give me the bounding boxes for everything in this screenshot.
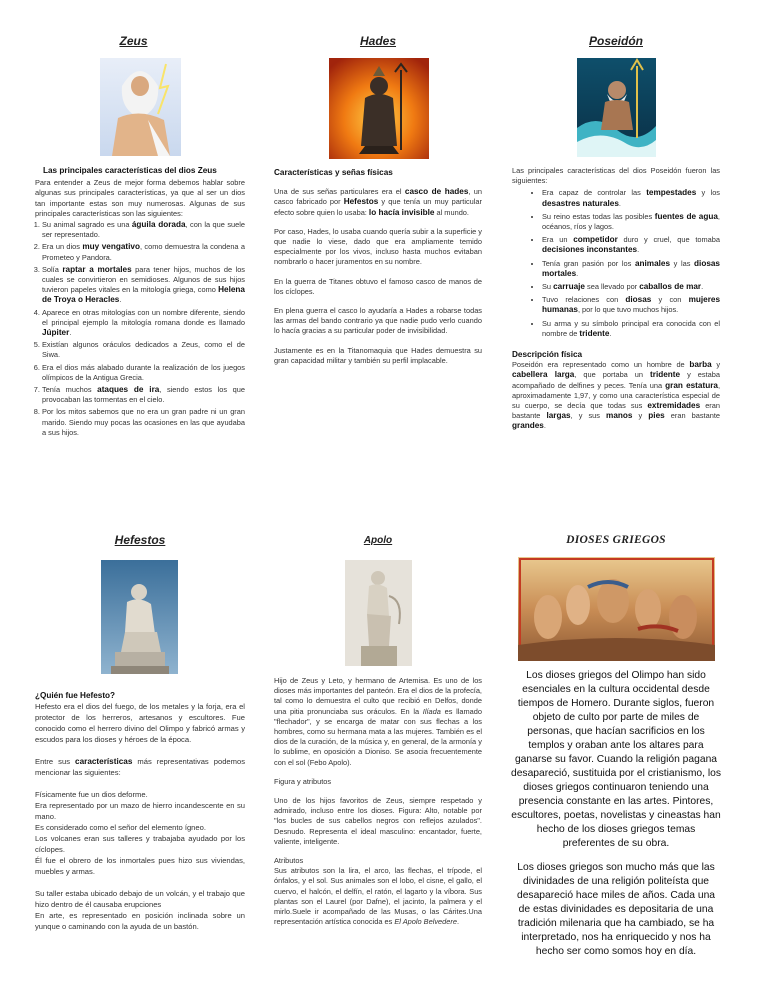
hades-title: Hades [359, 34, 397, 48]
hefestos-line: Él fue el obrero de los inmortales pues hizo sus viviendas, muebles y armas. [35, 856, 245, 876]
poseidon-list-item: • Su carruaje sea llevado por caballos de mar. [542, 282, 720, 292]
poseidon-list [512, 188, 720, 339]
apolo-body [274, 676, 482, 927]
dioses-p2: Los dioses griegos son mucho más que las divinidades de una religión politeísta que desapareció hace miles de años. Cada una de estas divinidades es depositaria de una tradición milenaria que ha cambiado, se ha interpretado, nos ha enriquecido y nos ha hecho ser como somos hoy en día. [516, 862, 716, 957]
hades-p5: Justamente es en la Titanomaquia que Hades demuestra su gran capacidad militar y también su perfil implacable. [274, 345, 482, 365]
zeus-section [22, 34, 245, 48]
hefestos-line: Los volcanes eran sus talleres y trabajaba ayudado por los cíclopes. [35, 834, 245, 854]
hefestos-heading: ¿Quién fue Hefesto? [35, 691, 116, 700]
hefestos-p2: Entre sus características más representativas podemos mencionar las siguientes: [35, 757, 245, 777]
zeus-list-item: 4. Aparece en otras mitologías con un nombre diferente, siendo el principal ejemplo la mitología romana donde es llamado Júpiter. [42, 308, 245, 339]
poseidon-list-item: • Su reino estas todas las posibles fuentes de agua, océanos, ríos y lagos. [542, 212, 720, 232]
hefestos-p1: Hefesto era el dios del fuego, de los metales y la forja, era el protector de los herreros, artesanos y escultores. Fue conocido como el herrero divino del Olimpo y fabricó armas y escudos para los dioses y héroes de la época. [35, 702, 245, 744]
poseidon-list-item: • Era capaz de controlar las tempestades y los desastres naturales. [542, 188, 720, 208]
poseidon-section [512, 34, 720, 48]
zeus-list-item: 5. Existían algunos oráculos dedicados a Zeus, como el de Siwa. [42, 340, 245, 360]
apolo-image [345, 560, 412, 666]
zeus-heading: Las principales características del dios Zeus [43, 166, 217, 175]
dioses-section [510, 534, 722, 546]
hades-heading: Características y señas físicas [274, 168, 393, 177]
zeus-list [22, 220, 245, 438]
hefestos-p4: En arte, es representado en posición inclinada sobre un yunque o caminando con la ayuda de un bastón. [35, 911, 245, 931]
apolo-p4: Atributos [274, 856, 304, 866]
poseidon-image [577, 58, 656, 157]
poseidon-desc: Poseidón era representado como un hombre de barba y cabellera larga, que portaba un tridente y estaba acompañado de delfines y peces. Tenía una gran estatura, aproximadamente 1,97, y como una característica especial de su cuerpo, se decía que todas sus extremidades eran bastante largas, y sus manos y pies eran bastante grandes. [512, 360, 721, 431]
poseidon-desc-heading: Descripción física [512, 350, 583, 360]
poseidon-intro: Las principales características del dios Poseidón fueron las siguientes: [512, 166, 720, 186]
poseidon-list-item: • Su arma y su símbolo principal era conocida con el nombre de tridente. [542, 319, 720, 339]
hades-body [274, 168, 482, 366]
zeus-list-item: 3. Solía raptar a mortales para tener hijos, muchos de los cuales se convirtieron en semidioses. Algunos de sus hijos tuvieron papeles vitales en la mitología griega, como Helena de Troya o Heracles. [42, 265, 245, 306]
hefestos-line: Es considerado como el señor del elemento ígneo. [35, 823, 206, 832]
zeus-list-item: 6. Era el dios más alabado durante la realización de los juegos olímpicos de la Antigua Grecia. [42, 363, 245, 383]
poseidon-list-item: • Tenía gran pasión por los animales y las diosas mortales. [542, 259, 720, 279]
hefestos-line: Era representado por un mazo de hierro incandescente en su mano. [35, 801, 245, 821]
apolo-title: Apolo [363, 535, 393, 546]
zeus-list-item: 7. Tenía muchos ataques de ira, siendo estos los que provocaban las tormentas en el cielo. [42, 385, 245, 405]
hefestos-body [35, 690, 245, 932]
dioses-p1: Los dioses griegos del Olimpo han sido esenciales en la cultura occidental desde tiempos de Homero. Durante siglos, fueron objeto de culto por parte de miles de personas, que hacían sacrificios en los templos y oraban ante los altares para ganarse su favor. Cuando la religión pagana desapareció, sustituida por el cristianismo, los dioses griegos continuaron teniendo una presencia constante en las artes. Pintores, escultores, poetas, novelistas y cineastas han hecho de los dioses griegos temas preferentes de su obra. [510, 670, 722, 849]
hefestos-lines [35, 789, 245, 877]
hefestos-line: Físicamente fue un dios deforme. [35, 790, 148, 799]
poseidon-list-item: • Tuvo relaciones con diosas y con mujeres humanas, por lo que tuvo muchos hijos. [542, 295, 720, 315]
dioses-image [518, 557, 715, 661]
hefestos-p3: Su taller estaba ubicado debajo de un volcán, y el trabajo que hizo dentro de él causaba erupciones [35, 889, 245, 909]
hefestos-image [101, 560, 178, 674]
hades-p1: Una de sus señas particulares era el casco de hades, un casco fabricado por Hefestos y que tenía un muy particular efecto sobre quien lo usaba: lo hacía invisible al mundo. [274, 187, 483, 217]
zeus-list-item: 2. Era un dios muy vengativo, como demuestra la condena a Prometeo y Pandora. [42, 242, 245, 262]
poseidon-list-item: • Era un competidor duro y cruel, que tomaba decisiones inconstantes. [542, 235, 720, 255]
hefestos-section [35, 533, 245, 547]
apolo-p5: Sus atributos son la lira, el arco, las flechas, el trípode, el ónfalos, y el sol. Sus animales son el lobo, el cisne, el gallo, el cuervo, el halcón, el delfín, el ratón, el lagarto y la víbora. Sus plantas son el Laurel (por Dafne), el jacinto, la palmera y el mirlo.Suele ir acompañado de las Musas, o las Cárites.Una representación artística conocida es El Apolo Belvedere. [274, 866, 482, 927]
hades-p2: Por caso, Hades, lo usaba cuando quería subir a la superficie y que nadie lo viese, dado que era ampliamente temido especialmente por los vivos, incluso hasta muchos evitaban nombrarlo o hacer juramentos en su nombre. [274, 226, 482, 267]
poseidon-title: Poseidón [588, 34, 643, 48]
zeus-list-item: 1. Su animal sagrado es una águila dorada, con la que suele ser representado. [42, 220, 245, 240]
dioses-body [510, 669, 722, 959]
hades-p4: En plena guerra el casco lo ayudaría a Hades a robarse todas las armas del bando contrario ya que nadie pudo verlo cuando lo hacía gracias a su particular poder de invisibilidad. [274, 306, 482, 336]
hades-section [274, 34, 482, 48]
poseidon-body [512, 166, 720, 432]
hefestos-title: Hefestos [114, 533, 166, 547]
dioses-title: DIOSES GRIEGOS [566, 534, 666, 546]
hades-image [329, 58, 429, 159]
zeus-list-item: 8. Por los mitos sabemos que no era un gran padre ni un gran marido. Siendo muy pocas las ocasiones en las que ayudaba a sus hijos. [42, 407, 245, 438]
apolo-p1: Hijo de Zeus y Leto, y hermano de Artemisa. Es uno de los dioses más importantes del panteón. Era el dios de la profecía, tal como lo demuestra el culto que recibió en Delfos, donde una pitia pronunciaba sus oráculos. En la Ilíada es llamado "flechador", y se encarga de matar con sus flechas a los hombres, como su hermana mata a las mujeres. También es el dios de la curación, de la música y, en general, de la armonía y lo sublime, en oposición a Dioniso. Se asocia frecuentemente con el sol (Febo Apolo). [274, 676, 482, 767]
hades-p3: En la guerra de Titanes obtuvo el famoso casco de manos de los cíclopes. [274, 276, 482, 296]
apolo-p3: Uno de los hijos favoritos de Zeus, siempre respetado y admirado, incluso entre los dioses. Figura: Alto, notable por "los bucles de sus cabellos negros con reflejos azulados". Desnudo. Representa el ideal masculino: encantador, fuerte, valiente, inteligente. [274, 796, 482, 846]
zeus-title: Zeus [119, 34, 148, 48]
apolo-section [274, 535, 482, 546]
apolo-p2: Figura y atributos [274, 776, 332, 786]
zeus-intro: Para entender a Zeus de mejor forma debemos hablar sobre algunas sus principales características, ya que al ser un dios tan importante estas son muy numerosas. Algunas de sus principales características son las siguientes: [35, 178, 245, 218]
zeus-image [100, 58, 181, 156]
zeus-body [22, 166, 245, 440]
